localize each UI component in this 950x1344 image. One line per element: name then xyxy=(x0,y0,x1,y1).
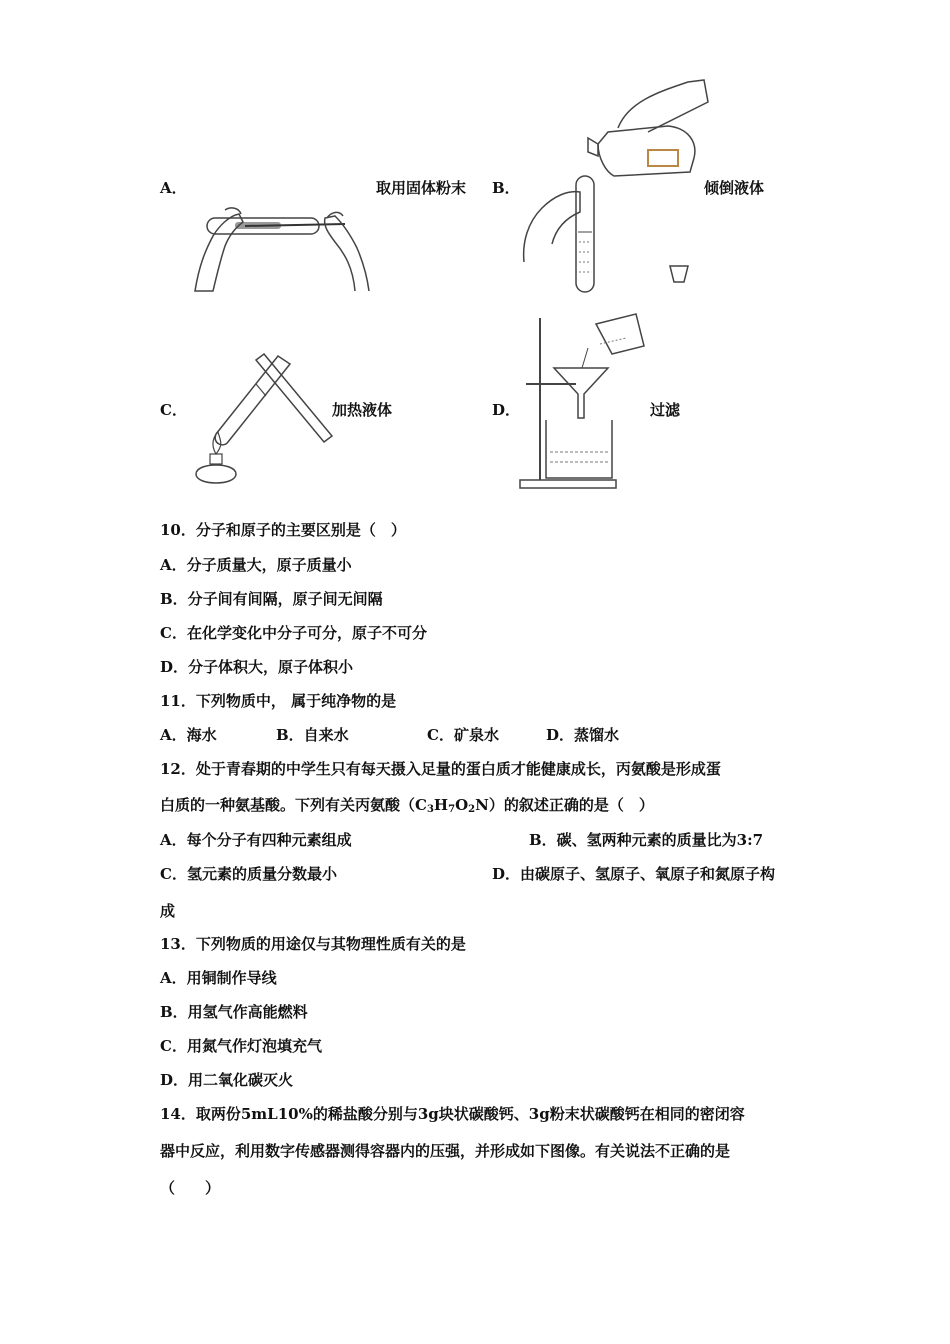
filtration-illustration xyxy=(516,308,656,492)
option-a-letter: A． xyxy=(160,179,187,197)
q10-stem: 10．分子和原子的主要区别是（ ） xyxy=(160,521,406,539)
option-a-caption: 取用固体粉末 xyxy=(376,179,467,197)
q12-stem-line1: 12．处于青春期的中学生只有每天摄入足量的蛋白质才能健康成长，丙氨酸是形成蛋 xyxy=(160,760,721,778)
q13-option-b: B．用氢气作高能燃料 xyxy=(160,1003,308,1021)
q11-option-d: D．蒸馏水 xyxy=(546,726,620,744)
option-b-letter: B． xyxy=(492,179,520,197)
q13-option-a: A．用铜制作导线 xyxy=(160,969,277,987)
option-b-caption: 倾倒液体 xyxy=(704,179,765,197)
option-c-caption: 加热液体 xyxy=(332,401,393,419)
q12-stem-line2: 白质的一种氨基酸。下列有关丙氨酸$(C_3H_7O_2N)$的叙述正确的是（ ） xyxy=(160,796,654,815)
option-c-letter: C． xyxy=(160,401,187,419)
q13-option-c: C．用氮气作灯泡填充气 xyxy=(160,1037,322,1055)
q12-option-d: D．由碳原子、氢原子、氧原子和氮原子构 xyxy=(492,865,776,883)
q14-line2: 器中反应，利用数字传感器测得容器内的压强，并形成如下图像。有关说法不正确的是 xyxy=(160,1142,731,1160)
q10-option-b: B．分子间有间隔，原子间无间隔 xyxy=(160,590,383,608)
q12-option-d-cont: 成 xyxy=(160,902,176,920)
q10-option-a: A．分子质量大，原子质量小 xyxy=(160,556,352,574)
q11-option-b: B．自来水 xyxy=(276,726,349,744)
q13-stem: 13．下列物质的用途仅与其物理性质有关的是 xyxy=(160,935,466,953)
option-d-caption: 过滤 xyxy=(650,401,681,419)
q11-option-c: C．矿泉水 xyxy=(427,726,499,744)
q14-line1: 14．取两份5mL10%的稀盐酸分别与3g块状碳酸钙、3g粉末状碳酸钙在相同的密闭容 xyxy=(160,1105,745,1123)
q13-option-d: D．用二氧化碳灭火 xyxy=(160,1071,294,1089)
q14-line3: （ ） xyxy=(160,1179,221,1197)
powder-test-tube-illustration xyxy=(185,196,375,296)
q12-option-b: B．碳、氢两种元素的质量比为3:7 xyxy=(529,831,764,849)
q10-option-c: C．在化学变化中分子可分，原子不可分 xyxy=(160,624,427,642)
q12-option-a: A．每个分子有四种元素组成 xyxy=(160,831,352,849)
q11-option-a: A．海水 xyxy=(160,726,217,744)
q11-stem: 11．下列物质中， 属于纯净物的是 xyxy=(160,692,397,710)
pouring-liquid-illustration xyxy=(518,72,718,296)
q10-option-d: D．分子体积大，原子体积小 xyxy=(160,658,354,676)
q12-option-c: C．氢元素的质量分数最小 xyxy=(160,865,337,883)
option-d-letter: D． xyxy=(492,401,521,419)
heating-liquid-illustration xyxy=(186,344,336,494)
